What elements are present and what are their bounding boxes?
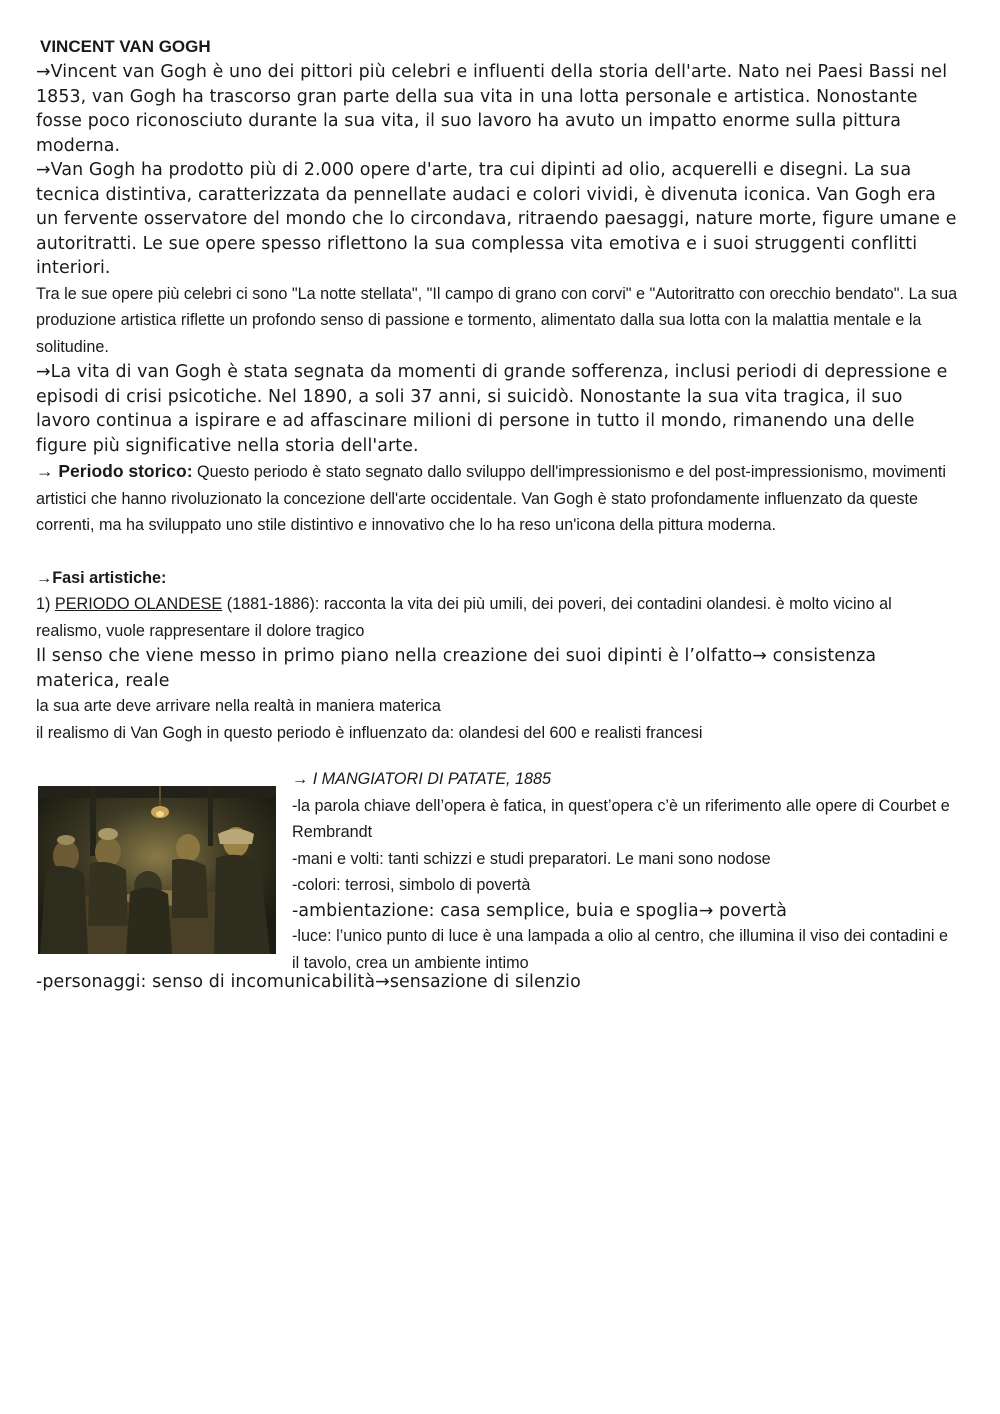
artwork-section [36, 766, 958, 972]
historical-period-label: → Periodo storico: [36, 461, 193, 481]
artwork-note-light: -luce: l’unico punto di luce è una lampada a olio al centro, che illumina il viso dei contadini e il tavolo, crea un ambiente intimo [292, 927, 948, 972]
artwork-note-hands: -mani e volti: tanti schizzi e studi preparatori. Le mani sono nodose [292, 849, 771, 868]
dutch-period-name: PERIODO OLANDESE [54, 595, 223, 613]
artwork-title-line [292, 766, 958, 793]
dutch-period-text: (1881-1886): racconta la vita dei più umili, dei poveri, dei contadini olandesi. è molto vicino al realismo, vuole rappresentare il dolore tragico [36, 595, 892, 640]
realism-line: il realismo di Van Gogh in questo periodo è influenzato da: olandesi del 600 e realisti francesi [36, 723, 703, 742]
artwork-note-keyword: -la parola chiave dell’opera è fatica, in quest’opera c’è un riferimento alle opere di Courbet e Rembrandt [292, 796, 950, 841]
intro-paragraph-1: →Vincent van Gogh è uno dei pittori più celebri e influenti della storia dell'arte. Nato nei Paesi Bassi nel 1853, van Gogh ha trascorso gran parte della sua vita in una lotta personale e artistica. Nonostante fosse poco riconosciuto durante la sua vita, il suo lavoro ha avuto un impatto enorme sulla pittura moderna. [36, 62, 948, 156]
famous-works-paragraph: Tra le sue opere più celebri ci sono "La notte stellata", "Il campo di grano con corvi" e "Autoritratto con orecchio bendato". La sua produzione artistica riflette un profondo senso di passione e tormento, alimentato dalla sua lotta con la malattia mentale e la solitudine. [36, 284, 958, 356]
dutch-period-paragraph [36, 591, 958, 644]
life-paragraph: →La vita di van Gogh è stata segnata da momenti di grande sofferenza, inclusi periodi di depressione e episodi di crisi psicotiche. Nel 1890, a soli 37 anni, si suicidò. Nonostante la sua vita tragica, il suo lavoro continua a ispirare e ad affascinare milioni di persone in tutto il mondo, rimanendo una delle figure più significative nella storia dell'arte. [36, 362, 948, 456]
artwork-note-colors: -colori: terrosi, simbolo di povertà [292, 876, 531, 894]
document-title: VINCENT VAN GOGH [40, 37, 211, 56]
material-line: la sua arte deve arrivare nella realtà in maniera materica [36, 697, 441, 715]
document-page [36, 34, 958, 995]
artwork-notes [292, 766, 958, 976]
historical-period-text: Questo periodo è stato segnato dallo sviluppo dell'impressionismo e del post-impressionismo, movimenti artistici che hanno rivoluzionato la concezione dell'arte occidentale. Van Gogh è stato profondamente influenzato da queste correnti, ma ha sviluppato uno stile distintivo e innovativo che lo ha reso un'icona della pittura moderna. [36, 463, 947, 534]
artistic-phases-heading: →Fasi artistiche: [36, 568, 167, 587]
sense-line: Il senso che viene messo in primo piano nella creazione dei suoi dipinti è l’olfatto→ consistenza materica, reale [36, 646, 877, 691]
historical-period-paragraph [36, 458, 958, 539]
artwork-note-characters: -personaggi: senso di incomunicabilità→sensazione di silenzio [36, 972, 581, 992]
intro-paragraph-2: →Van Gogh ha prodotto più di 2.000 opere d'arte, tra cui dipinti ad olio, acquerelli e disegni. La sua tecnica distintiva, caratterizzata da pennellate audaci e colori vividi, è divenuta iconica. Van Gogh era un fervente osservatore del mondo che lo circondava, ritraendo paesaggi, nature morte, figure umane e autoritratti. Le sue opere spesso riflettono la sua complessa vita emotiva e i suoi struggenti conflitti interiori. [36, 160, 957, 278]
dutch-period-number: 1) [36, 595, 55, 613]
artwork-title: I MANGIATORI DI PATATE, 1885 [312, 770, 552, 788]
potato-eaters-painting [38, 786, 276, 954]
artwork-note-setting: -ambientazione: casa semplice, buia e spoglia→ povertà [292, 900, 788, 921]
spacer [36, 539, 958, 565]
arrow-icon: → [292, 770, 313, 788]
